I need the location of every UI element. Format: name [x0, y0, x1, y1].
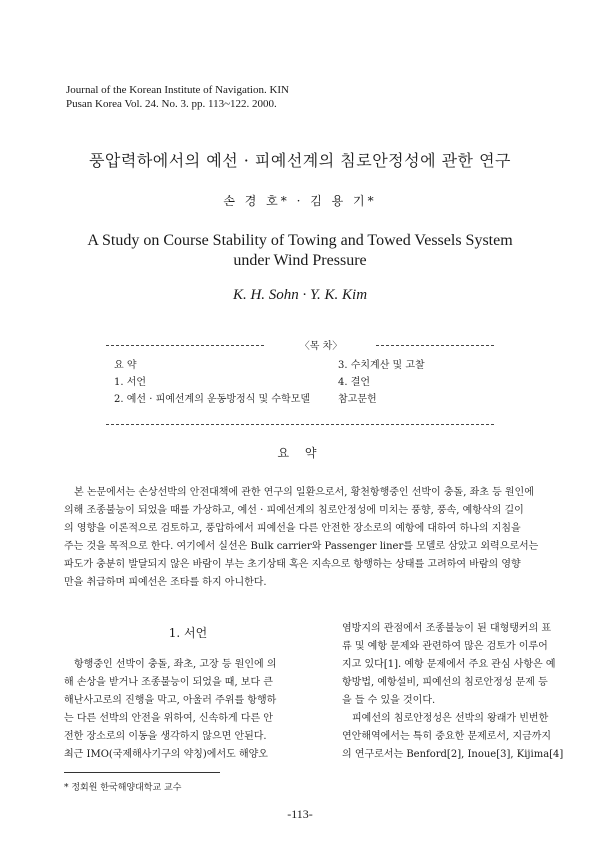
english-title	[0, 231, 600, 271]
body-line: 해 손상을 받거나 조종불능이 되었을 때, 보다 큰	[64, 677, 273, 688]
body-line: 최근 IMO(국제해사기구의 약칭)에서도 해양오	[64, 749, 268, 760]
abstract-heading: 요 약	[277, 446, 323, 460]
korean-authors: 손 경 호* · 김 용 기*	[223, 194, 377, 208]
footnote-rule	[64, 772, 220, 773]
body-line: 전한 장소로의 이동을 생각하지 않으면 안된다.	[64, 731, 267, 742]
body-line: 의 연구로서는 Benford[2], Inoue[3], Kijima[4]	[342, 749, 564, 760]
journal-line-1: Journal of the Korean Institute of Navigation. KIN	[66, 84, 289, 96]
table-of-contents	[106, 341, 494, 425]
toc-item: 1. 서언	[114, 377, 147, 388]
body-line: 는 다른 선박의 안전을 위하여, 신속하게 다른 안	[64, 713, 273, 724]
toc-heading: 〈목 차〉	[266, 337, 376, 352]
body-line: 해난사고로의 진행을 막고, 아울러 주위를 항행하	[64, 695, 277, 706]
toc-item: 3. 수치계산 및 고찰	[338, 360, 425, 371]
abstract-line: 주는 것을 목적으로 한다. 여기에서 실선은 Bulk carrier와 Passenger liner를 모델로 삼았고 외력으로서는	[64, 541, 539, 552]
toc-item: 2. 예선 · 피예선계의 운동방정식 및 수학모델	[114, 394, 311, 405]
column-2-body	[342, 620, 570, 764]
journal-citation	[66, 83, 289, 111]
toc-item: 참고문헌	[338, 394, 377, 405]
english-title-line-1: A Study on Course Stability of Towing and Towed Vessels System	[87, 232, 513, 249]
body-line: 지고 있다[1]. 예항 문제에서 주요 관심 사항은 예	[342, 659, 556, 670]
body-line: 피예선의 침로안정성은 선박의 왕래가 빈번한	[352, 713, 549, 724]
abstract-line: 의 영향을 이론적으로 검토하고, 풍압하에서 피예선을 다른 안전한 장소로의 예항에 대하여 하나의 지침을	[64, 523, 521, 534]
toc-left-column	[114, 357, 310, 408]
body-line: 염방지의 관점에서 조종불능이 된 대형탱커의 표	[342, 623, 552, 634]
abstract-line: 의해 조종불능이 되었을 때를 가상하고, 예선 · 피예선계의 침로안정성에 미치는 풍향, 풍속, 예항삭의 길이	[64, 505, 524, 516]
column-1-body	[64, 656, 312, 764]
toc-right-column	[338, 357, 425, 408]
toc-item: 요 약	[114, 360, 137, 371]
abstract-body	[64, 484, 539, 592]
abstract-line: 파도가 충분히 발달되지 않은 바람이 부는 초기상태 혹은 지속으로 항행하는 상태를 고려하여 바람의 영향	[64, 559, 521, 570]
body-line: 류 및 예항 문제와 관련하여 많은 검토가 이루어	[342, 641, 548, 652]
english-authors: K. H. Sohn · Y. K. Kim	[232, 287, 368, 303]
toc-bottom-rule	[106, 424, 494, 425]
korean-title: 풍압력하에서의 예선 · 피예선계의 침로안정성에 관한 연구	[88, 151, 512, 170]
abstract-line: 만을 취급하며 피예선은 조타를 하지 아니한다.	[64, 577, 267, 588]
body-line: 연안해역에서는 특히 중요한 문제로서, 지금까지	[342, 731, 552, 742]
page-number: -113-	[287, 807, 313, 821]
section-1-heading: 1. 서언	[168, 626, 208, 640]
abstract-line: 본 논문에서는 손상선박의 안전대책에 관한 연구의 일환으로서, 황천항행중인 선박이 충돌, 좌초 등 원인에	[74, 487, 534, 498]
english-title-line-2: under Wind Pressure	[233, 252, 367, 269]
body-line: 을 들 수 있을 것이다.	[342, 695, 436, 706]
journal-line-2: Pusan Korea Vol. 24. No. 3. pp. 113~122. 2000.	[66, 98, 277, 110]
body-line: 항방법, 예항설비, 피예선의 침로안정성 문제 등	[342, 677, 548, 688]
footnote: * 정회원 한국해양대학교 교수	[64, 783, 182, 793]
toc-item: 4. 결언	[338, 377, 371, 388]
body-line: 항행중인 선박이 충돌, 좌초, 고장 등 원인에 의	[74, 659, 277, 670]
